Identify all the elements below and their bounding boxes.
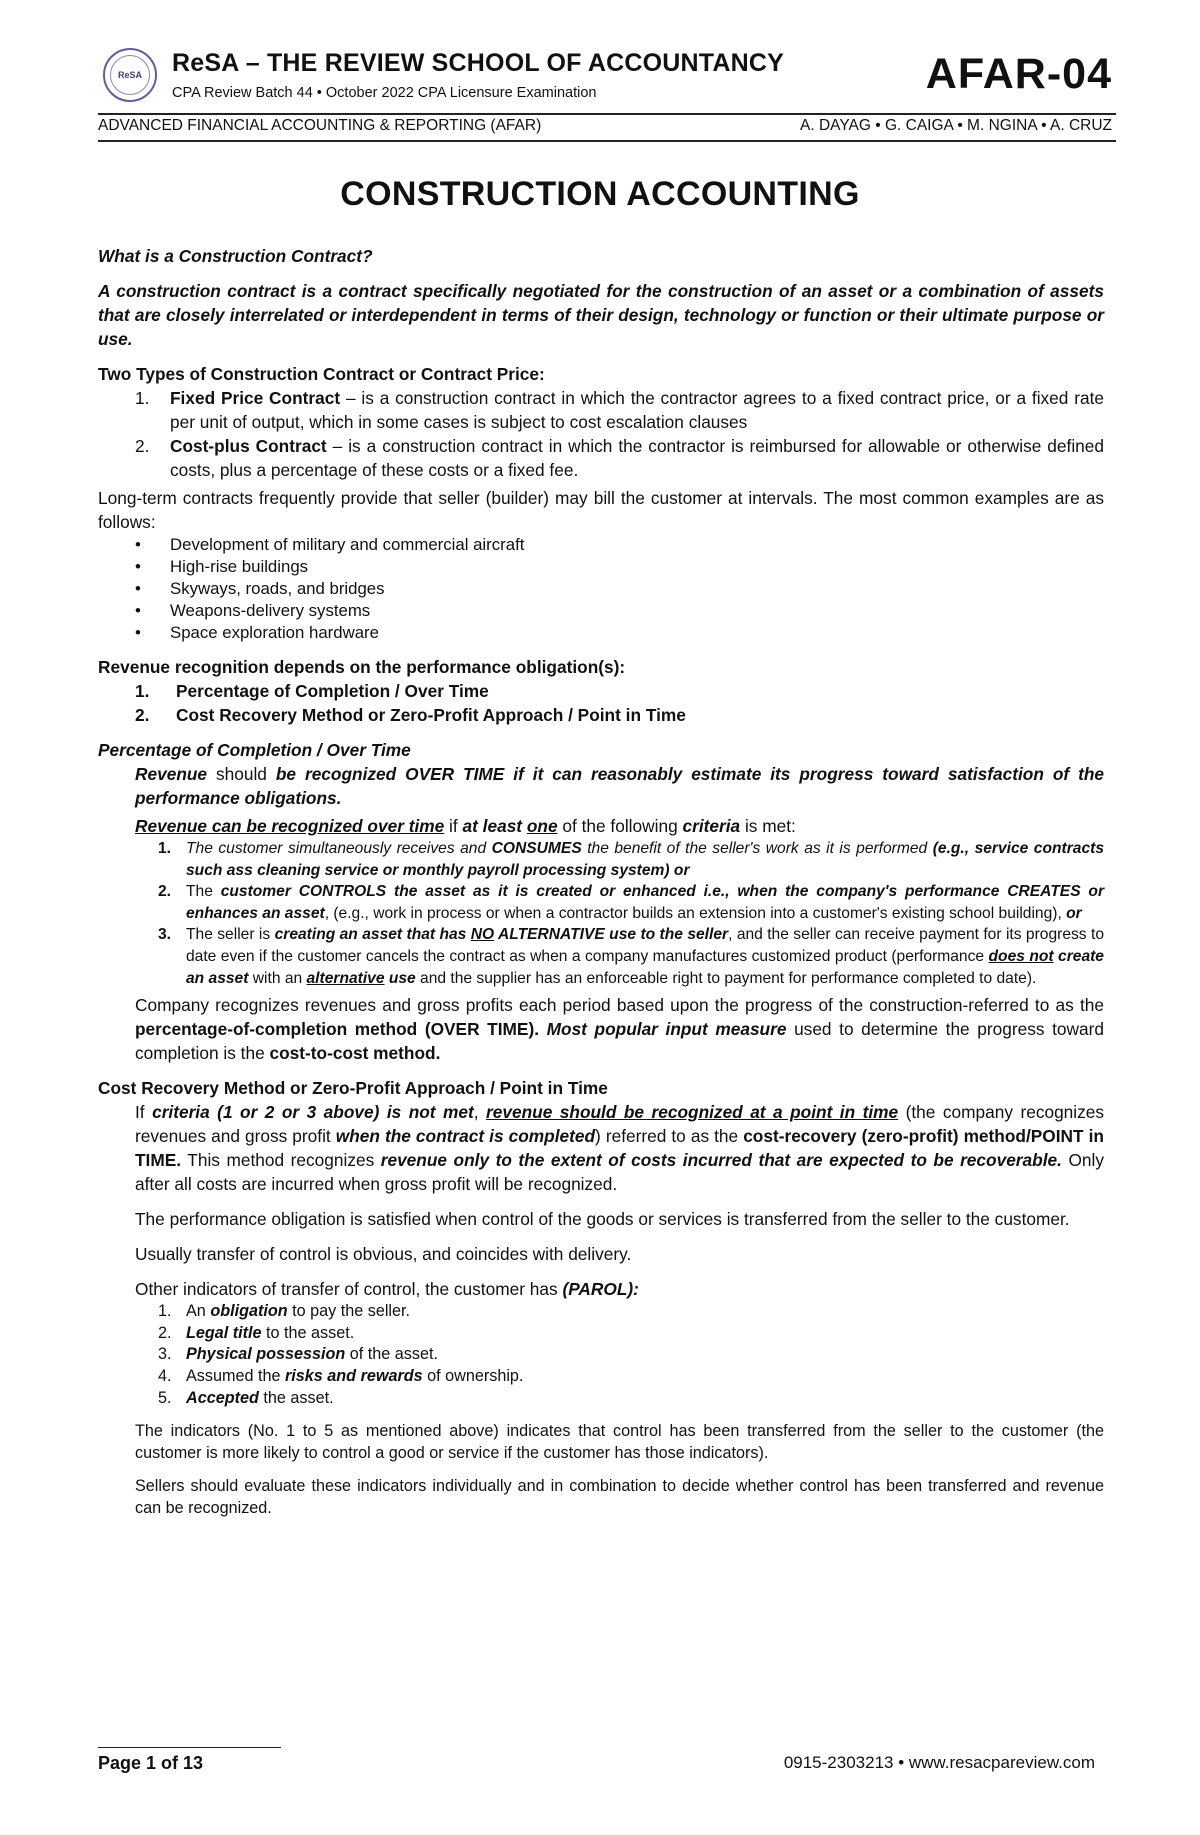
crm-paragraph-6: Sellers should evaluate these indicators individually and in combination to decide whether control has been transferred and revenue can be recognized. (135, 1477, 1104, 1518)
revenue-heading: Revenue recognition depends on the performance obligation(s): (98, 657, 626, 677)
footer-contact: 0915-2303213 • www.resacpareview.com (783, 1753, 1095, 1772)
resa-logo-icon (103, 48, 157, 102)
poc-heading: Percentage of Completion / Over Time (98, 740, 411, 760)
revenue-list (98, 679, 1104, 727)
poc-paragraph-2: Revenue can be recognized over time if at least one of the following criteria is met: (135, 816, 796, 836)
crm-section (98, 1100, 1104, 1519)
list-item (98, 679, 1104, 703)
poc-paragraph-1: Revenue should be recognized OVER TIME if it can reasonably estimate its progress toward satisfaction of the performance obligations. (135, 764, 1104, 808)
org-subtitle: CPA Review Batch 44 • October 2022 CPA Licensure Examination (172, 85, 597, 101)
type-text: – is a construction contract in which the contractor is reimbursed for allowable or otherwise defined costs, plus a percentage of these costs or a fixed fee. (170, 436, 1104, 480)
list-item: 5. Accepted the asset. (158, 1388, 334, 1407)
types-heading: Two Types of Construction Contract or Contract Price: (98, 364, 545, 384)
list-item: 3. The seller is creating an asset that has NO ALTERNATIVE use to the seller, and the seller can receive payment for its progress to date even if the customer cancels the contract as when a company manufactures customized product (performance does not create an asset with an alternative use and the supplier has an enforceable right to payment for performance completed to date). (158, 926, 1104, 987)
subject-line: ADVANCED FINANCIAL ACCOUNTING & REPORTING (AFAR) (98, 117, 542, 134)
list-item: 4. Assumed the risks and rewards of ownership. (158, 1366, 524, 1385)
crm-paragraph-5: The indicators (No. 1 to 5 as mentioned above) indicates that control has been transferred from the seller to the customer (the customer is more likely to control a good or service if the customer has those indicators). (135, 1422, 1104, 1463)
longterm-text: Long-term contracts frequently provide that seller (builder) may bill the customer at intervals. The most common examples are as follows: (98, 488, 1104, 532)
list-item: • Development of military and commercial aircraft (98, 534, 1104, 556)
list-number: 3. (158, 926, 172, 944)
poc-section (98, 762, 1104, 1065)
list-item (98, 703, 1104, 727)
list-number: 1. (135, 388, 150, 408)
list-number: 1. (135, 681, 150, 701)
list-item: 1. An obligation to pay the seller. (158, 1302, 411, 1321)
criteria-list (98, 838, 1104, 989)
list-number: 2. (158, 883, 172, 901)
header-rule-bottom (98, 140, 1116, 142)
crm-paragraph-2: The performance obligation is satisfied when control of the goods or services is transferred from the seller to the customer. (135, 1209, 1070, 1230)
type-text: – is a construction contract in which the contractor agrees to a fixed contract price, or a fixed rate per unit of output, which in some cases is subject to cost escalation clauses (170, 388, 1105, 432)
type-term: Cost-plus Contract (170, 436, 327, 456)
list-item: • Space exploration hardware (98, 622, 1104, 644)
indicators-list (98, 1301, 1104, 1409)
main-content (98, 244, 1104, 1519)
types-list (98, 386, 1104, 482)
header-rule (98, 113, 1116, 115)
list-item (98, 386, 1104, 434)
list-number: 1. (158, 840, 172, 857)
org-title: ReSA – THE REVIEW SCHOOL OF ACCOUNTANCY (172, 49, 785, 77)
list-item: 2. Legal title to the asset. (158, 1323, 355, 1342)
list-item: • High-rise buildings (98, 556, 1104, 578)
revenue-item-text: Cost Recovery Method or Zero-Profit Approach / Point in Time (176, 705, 686, 725)
list-item (98, 434, 1104, 482)
revenue-item-text: Percentage of Completion / Over Time (176, 681, 489, 701)
logo-text: ReSA (110, 55, 150, 95)
crm-paragraph-1: If criteria (1 or 2 or 3 above) is not met, revenue should be recognized at a point in time (the company recognizes revenues and gross profit when the contract is completed) referred to as the cost-recovery (zero-profit) method/POINT in TIME. This method recognizes revenue only to the extent of costs incurred that are expected to be recoverable. Only after all costs are incurred when gross profit will be recognized. (135, 1102, 1105, 1195)
intro-definition: A construction contract is a contract specifically negotiated for the construction of an asset or a combination of assets that are closely interrelated or interdependent in terms of their design, technology or function or their ultimate purpose or use. (98, 281, 1104, 349)
crm-heading: Cost Recovery Method or Zero-Profit Approach / Point in Time (98, 1078, 608, 1099)
list-item: 1. The customer simultaneously receives and CONSUMES the benefit of the seller's work as it is performed (e.g., service contracts such ass cleaning service or monthly payroll processing system) or (158, 840, 1105, 879)
examples-list (98, 534, 1104, 644)
list-item: • Weapons-delivery systems (98, 600, 1104, 622)
list-number: 2. (135, 705, 150, 725)
list-item: 2. The customer CONTROLS the asset as it is created or enhanced i.e., when the company's performance CREATES or enhances an asset, (e.g., work in process or when a contractor builds an extension into a customer's existing school building), or (158, 883, 1105, 922)
page-number: Page 1 of 13 (98, 1753, 204, 1773)
authors-line: A. DAYAG • G. CAIGA • M. NGINA • A. CRUZ (800, 117, 1112, 134)
footer-rule (98, 1747, 281, 1748)
list-item: • Skyways, roads, and bridges (98, 578, 1104, 600)
list-number: 2. (135, 436, 150, 456)
poc-paragraph-3: Company recognizes revenues and gross profits each period based upon the progress of the construction-referred to as the percentage-of-completion method (OVER TIME). Most popular input measure used to determine the progress toward completion is the cost-to-cost method. (135, 995, 1104, 1064)
document-code: AFAR-04 (925, 50, 1112, 98)
page-title: CONSTRUCTION ACCOUNTING (340, 175, 860, 213)
intro-question: What is a Construction Contract? (98, 246, 373, 266)
crm-paragraph-3: Usually transfer of control is obvious, and coincides with delivery. (135, 1244, 632, 1265)
list-item: 3. Physical possession of the asset. (158, 1345, 438, 1364)
crm-paragraph-4: Other indicators of transfer of control, the customer has (PAROL): (135, 1279, 639, 1300)
type-term: Fixed Price Contract (170, 388, 341, 408)
